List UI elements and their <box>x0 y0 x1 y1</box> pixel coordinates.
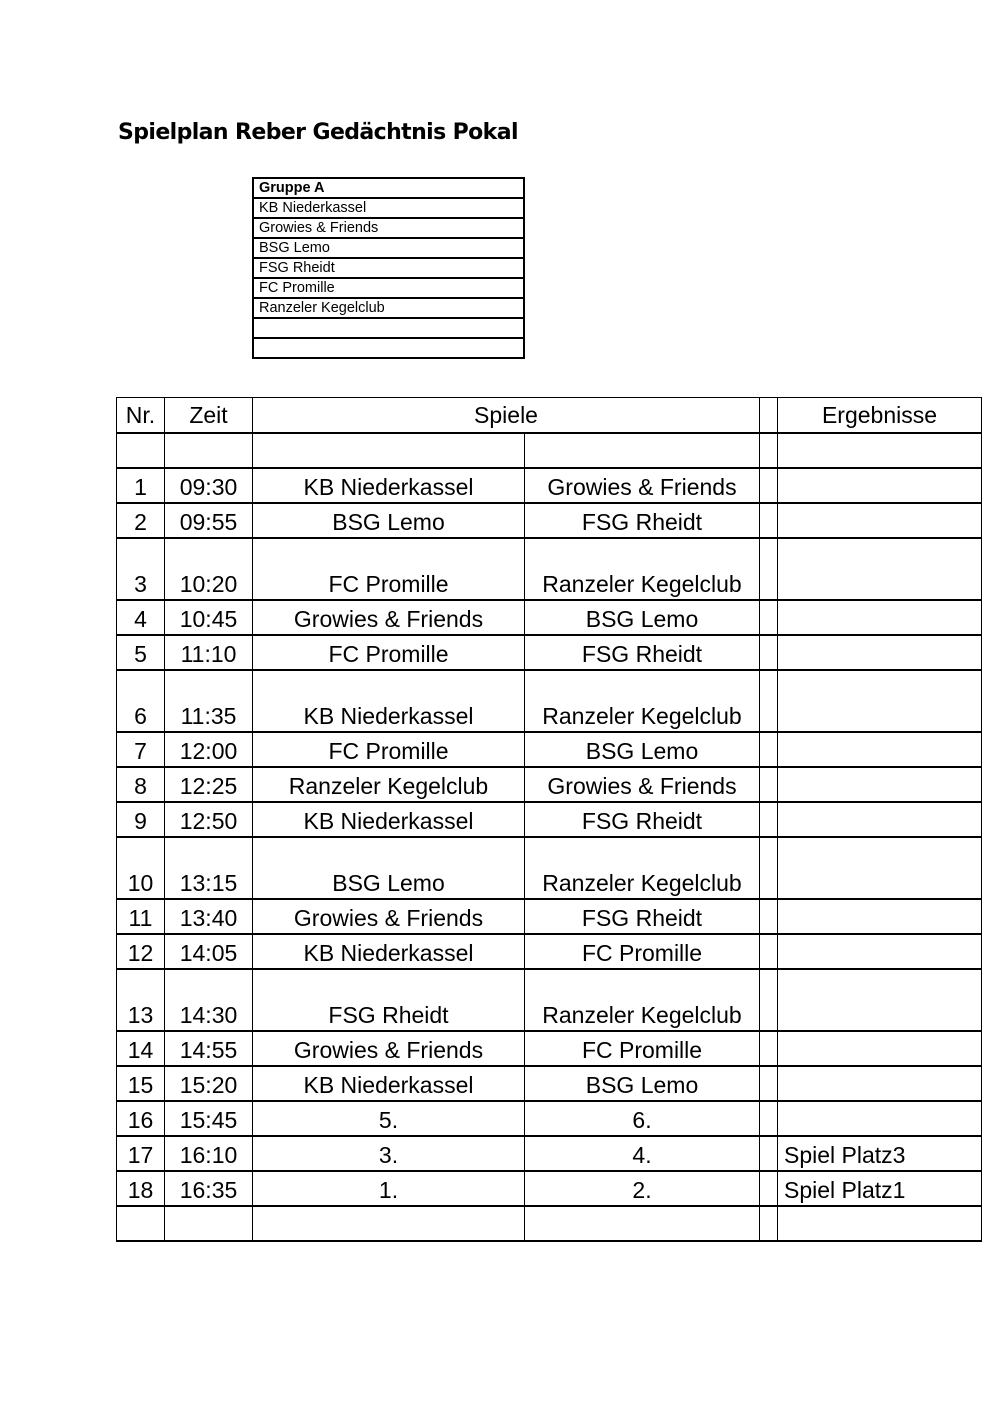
spacer-cell <box>760 837 778 899</box>
table-row <box>117 1066 982 1101</box>
nr-cell: 17 <box>117 1136 165 1171</box>
away-team-cell: FSG Rheidt <box>525 635 760 670</box>
home-team-cell: Growies & Friends <box>253 899 525 934</box>
home-team-cell: FC Promille <box>253 635 525 670</box>
table-row <box>117 732 982 767</box>
home-team-cell: FC Promille <box>253 732 525 767</box>
zeit-cell: 12:00 <box>165 732 253 767</box>
result-cell <box>778 767 982 802</box>
result-cell <box>778 1066 982 1101</box>
zeit-cell: 14:05 <box>165 934 253 969</box>
spacer-cell <box>760 969 778 1031</box>
zeit-cell: 13:15 <box>165 837 253 899</box>
nr-cell: 2 <box>117 503 165 538</box>
home-team-cell: KB Niederkassel <box>253 1066 525 1101</box>
away-team-cell <box>525 433 760 468</box>
zeit-cell <box>165 1206 253 1241</box>
spacer-cell <box>760 934 778 969</box>
group-team: KB Niederkassel <box>253 198 524 218</box>
home-team-cell: 1. <box>253 1171 525 1206</box>
table-row <box>117 1031 982 1066</box>
table-row <box>117 899 982 934</box>
nr-cell: 13 <box>117 969 165 1031</box>
zeit-cell: 10:20 <box>165 538 253 600</box>
away-team-cell: 6. <box>525 1101 760 1136</box>
result-cell <box>778 934 982 969</box>
nr-cell: 10 <box>117 837 165 899</box>
result-cell <box>778 1101 982 1136</box>
table-row <box>117 433 982 468</box>
home-team-cell: BSG Lemo <box>253 837 525 899</box>
result-cell: Spiel Platz3 <box>778 1136 982 1171</box>
nr-cell: 5 <box>117 635 165 670</box>
result-cell <box>778 1031 982 1066</box>
home-team-cell: KB Niederkassel <box>253 802 525 837</box>
away-team-cell: FSG Rheidt <box>525 503 760 538</box>
nr-cell: 12 <box>117 934 165 969</box>
home-team-cell: KB Niederkassel <box>253 468 525 503</box>
group-team: FC Promille <box>253 278 524 298</box>
result-cell <box>778 503 982 538</box>
spacer-cell <box>760 635 778 670</box>
spacer-cell <box>760 398 778 433</box>
home-team-cell: KB Niederkassel <box>253 934 525 969</box>
header-nr: Nr. <box>117 398 165 433</box>
home-team-cell: FC Promille <box>253 538 525 600</box>
result-cell <box>778 670 982 732</box>
home-team-cell: FSG Rheidt <box>253 969 525 1031</box>
result-cell <box>778 635 982 670</box>
group-team <box>253 318 524 338</box>
table-row <box>117 802 982 837</box>
table-row <box>117 1136 982 1171</box>
home-team-cell: Ranzeler Kegelclub <box>253 767 525 802</box>
schedule-table <box>116 397 982 1242</box>
spacer-cell <box>760 538 778 600</box>
nr-cell: 7 <box>117 732 165 767</box>
group-table <box>252 177 525 359</box>
zeit-cell: 09:30 <box>165 468 253 503</box>
nr-cell: 14 <box>117 1031 165 1066</box>
table-row <box>117 767 982 802</box>
spacer-cell <box>760 1031 778 1066</box>
spacer-cell <box>760 670 778 732</box>
away-team-cell: Ranzeler Kegelclub <box>525 969 760 1031</box>
home-team-cell <box>253 1206 525 1241</box>
table-row <box>117 837 982 899</box>
spacer-cell <box>760 1066 778 1101</box>
spacer-cell <box>760 1101 778 1136</box>
home-team-cell: Growies & Friends <box>253 1031 525 1066</box>
header-spiele: Spiele <box>253 398 760 433</box>
table-row <box>117 1171 982 1206</box>
spacer-cell <box>760 1206 778 1241</box>
home-team-cell: 3. <box>253 1136 525 1171</box>
zeit-cell: 12:25 <box>165 767 253 802</box>
nr-cell <box>117 1206 165 1241</box>
away-team-cell: Ranzeler Kegelclub <box>525 837 760 899</box>
zeit-cell <box>165 433 253 468</box>
zeit-cell: 16:10 <box>165 1136 253 1171</box>
zeit-cell: 11:10 <box>165 635 253 670</box>
table-row <box>117 538 982 600</box>
zeit-cell: 10:45 <box>165 600 253 635</box>
spacer-cell <box>760 1171 778 1206</box>
result-cell <box>778 899 982 934</box>
table-row <box>117 670 982 732</box>
table-row <box>117 635 982 670</box>
home-team-cell <box>253 433 525 468</box>
nr-cell: 8 <box>117 767 165 802</box>
nr-cell: 4 <box>117 600 165 635</box>
away-team-cell: Ranzeler Kegelclub <box>525 670 760 732</box>
zeit-cell: 12:50 <box>165 802 253 837</box>
zeit-cell: 11:35 <box>165 670 253 732</box>
table-row <box>117 1101 982 1136</box>
zeit-cell: 15:20 <box>165 1066 253 1101</box>
result-cell: Spiel Platz1 <box>778 1171 982 1206</box>
header-ergebnisse: Ergebnisse <box>778 398 982 433</box>
table-row <box>117 600 982 635</box>
away-team-cell: 4. <box>525 1136 760 1171</box>
away-team-cell <box>525 1206 760 1241</box>
spacer-cell <box>760 433 778 468</box>
table-row <box>117 503 982 538</box>
spacer-cell <box>760 600 778 635</box>
nr-cell: 6 <box>117 670 165 732</box>
result-cell <box>778 538 982 600</box>
home-team-cell: Growies & Friends <box>253 600 525 635</box>
nr-cell: 9 <box>117 802 165 837</box>
home-team-cell: 5. <box>253 1101 525 1136</box>
result-cell <box>778 837 982 899</box>
home-team-cell: BSG Lemo <box>253 503 525 538</box>
away-team-cell: 2. <box>525 1171 760 1206</box>
group-team: BSG Lemo <box>253 238 524 258</box>
spacer-cell <box>760 802 778 837</box>
away-team-cell: FC Promille <box>525 1031 760 1066</box>
nr-cell: 18 <box>117 1171 165 1206</box>
page-title: Spielplan Reber Gedächtnis Pokal <box>118 120 518 145</box>
group-team: FSG Rheidt <box>253 258 524 278</box>
away-team-cell: BSG Lemo <box>525 600 760 635</box>
table-row <box>117 934 982 969</box>
result-cell <box>778 969 982 1031</box>
spacer-cell <box>760 503 778 538</box>
nr-cell: 11 <box>117 899 165 934</box>
result-cell <box>778 600 982 635</box>
group-team: Ranzeler Kegelclub <box>253 298 524 318</box>
result-cell <box>778 1206 982 1241</box>
result-cell <box>778 802 982 837</box>
zeit-cell: 13:40 <box>165 899 253 934</box>
away-team-cell: FSG Rheidt <box>525 802 760 837</box>
zeit-cell: 09:55 <box>165 503 253 538</box>
spacer-cell <box>760 1136 778 1171</box>
away-team-cell: BSG Lemo <box>525 1066 760 1101</box>
result-cell <box>778 732 982 767</box>
result-cell <box>778 433 982 468</box>
table-row <box>117 1206 982 1241</box>
zeit-cell: 14:55 <box>165 1031 253 1066</box>
zeit-cell: 16:35 <box>165 1171 253 1206</box>
away-team-cell: Ranzeler Kegelclub <box>525 538 760 600</box>
nr-cell: 3 <box>117 538 165 600</box>
spacer-cell <box>760 767 778 802</box>
group-team <box>253 338 524 358</box>
spacer-cell <box>760 732 778 767</box>
table-row <box>117 468 982 503</box>
group-header: Gruppe A <box>253 178 524 198</box>
result-cell <box>778 468 982 503</box>
spacer-cell <box>760 899 778 934</box>
group-team: Growies & Friends <box>253 218 524 238</box>
zeit-cell: 14:30 <box>165 969 253 1031</box>
table-row <box>117 969 982 1031</box>
away-team-cell: Growies & Friends <box>525 767 760 802</box>
nr-cell <box>117 433 165 468</box>
away-team-cell: Growies & Friends <box>525 468 760 503</box>
nr-cell: 15 <box>117 1066 165 1101</box>
away-team-cell: FC Promille <box>525 934 760 969</box>
nr-cell: 1 <box>117 468 165 503</box>
spacer-cell <box>760 468 778 503</box>
away-team-cell: BSG Lemo <box>525 732 760 767</box>
away-team-cell: FSG Rheidt <box>525 899 760 934</box>
header-zeit: Zeit <box>165 398 253 433</box>
zeit-cell: 15:45 <box>165 1101 253 1136</box>
home-team-cell: KB Niederkassel <box>253 670 525 732</box>
schedule-header-row <box>117 398 982 433</box>
nr-cell: 16 <box>117 1101 165 1136</box>
